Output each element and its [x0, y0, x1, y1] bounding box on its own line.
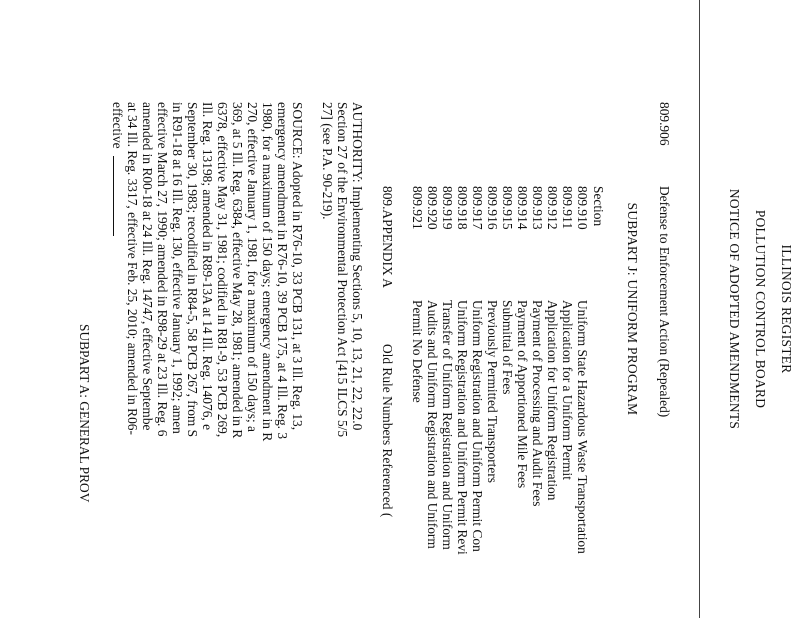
toc-number: 809.912 [545, 186, 560, 230]
toc-title: Previously Permitted Transporters [485, 300, 500, 484]
source-line: 1980, for a maximum of 150 days; emergency amendment in R [260, 102, 275, 442]
source-line: SOURCE: Adopted in R76-10, 33 PCB 131, at 3 Ill. Reg. 13, [290, 102, 305, 431]
toc-title: Application for a Uniform Permit [560, 300, 575, 480]
authority-line: 27] (see P.A. 90-219). [320, 102, 335, 220]
subpart-j-heading: SUBPART J: UNIFORM PROGRAM [625, 202, 640, 416]
toc-number: 809.916 [485, 186, 500, 230]
source-line: September 30, 1983; recodified in R84-5, 58 PCB 267, from S [185, 102, 200, 438]
toc-title: Permit No Defense [410, 300, 425, 403]
source-line: Ill. Reg. 13198; amended in R89-13A at 14 Ill. Reg. 14076, e [200, 102, 215, 431]
toc-number: 809.918 [455, 186, 470, 230]
toc-number: 809.911 [560, 186, 575, 230]
authority-line: Section 27 of the Environmental Protection Act [415 ILCS 5/5 [335, 102, 350, 438]
toc-title: Uniform Registration and Uniform Permit Revi [455, 300, 470, 555]
toc-number: 809.917 [470, 186, 485, 230]
appendix-title: Old Rule Numbers Referenced ( [380, 344, 395, 518]
subpart-a-heading: SUBPART A: GENERAL PROV [77, 324, 92, 503]
source-line: emergency amendment in R76-10, 39 PCB 175, at 4 Ill. Reg. 3 [275, 102, 290, 440]
toc-title: Audits and Uniform Registration and Uniform [425, 300, 440, 549]
toc-title: Transfer of Uniform Registration and Uniform [440, 300, 455, 550]
agency-name: POLLUTION CONTROL BOARD [753, 209, 768, 409]
toc-section-label: Section [591, 186, 606, 227]
toc-number: 809.915 [500, 186, 515, 230]
source-line: 6378, effective May 31, 1981; codified in R81-9, 53 PCB 269, [215, 102, 230, 438]
source-effective-word: effective [110, 102, 125, 149]
toc-number: 809.914 [515, 186, 530, 230]
source-line: in R91-18 at 16 Ill. Reg. 130, effective January 1, 1992; amen [170, 102, 185, 434]
toc-number: 809.920 [425, 186, 440, 230]
toc-number: 809.913 [530, 186, 545, 230]
toc-number: 809.910 [575, 186, 590, 230]
blank-underline [113, 156, 125, 236]
toc-title: Payment of Apportioned Mile Fees [515, 300, 530, 489]
notice-heading: NOTICE OF ADOPTED AMENDMENTS [727, 188, 742, 430]
register-title: ILLINOIS REGISTER [779, 244, 794, 374]
toc-number: 809.921 [410, 186, 425, 230]
source-line: amended in R00-18 at 24 Ill. Reg. 14747, effective Septembe [140, 102, 155, 431]
source-line: effective March 27, 1990; amended in R98-29 at 23 Ill. Reg. 6 [155, 102, 170, 437]
authority-line: AUTHORITY: Implementing Sections 5, 10, 13, 21, 22, 22.0 [350, 102, 365, 431]
toc-title: Uniform State Hazardous Waste Transportation [575, 300, 590, 554]
toc-title: Application for Uniform Registration [545, 300, 560, 501]
toc-title: Uniform Registration and Uniform Permit Con [470, 300, 485, 552]
header-divider [699, 0, 700, 618]
toc-title: Submittal of Fees [500, 300, 515, 395]
repealed-section-number: 809.906 [657, 102, 672, 146]
source-line: 270, effective January 1, 1981, for a maximum of 150 days; a [245, 102, 260, 432]
repealed-section-title: Defense to Enforcement Action (Repealed) [657, 186, 672, 418]
appendix-number: 809.APPENDIX A [380, 186, 395, 288]
toc-title: Payment of Processing and Audit Fees [530, 300, 545, 507]
source-line: at 34 Ill. Reg. 3317, effective Feb. 25, 2010; amended in R06- [125, 102, 140, 435]
source-last-line [109, 102, 125, 236]
source-line: 369, at 5 Ill. Reg. 6384, effective May 28, 1981; amended in R [230, 102, 245, 439]
toc-number: 809.919 [440, 186, 455, 230]
